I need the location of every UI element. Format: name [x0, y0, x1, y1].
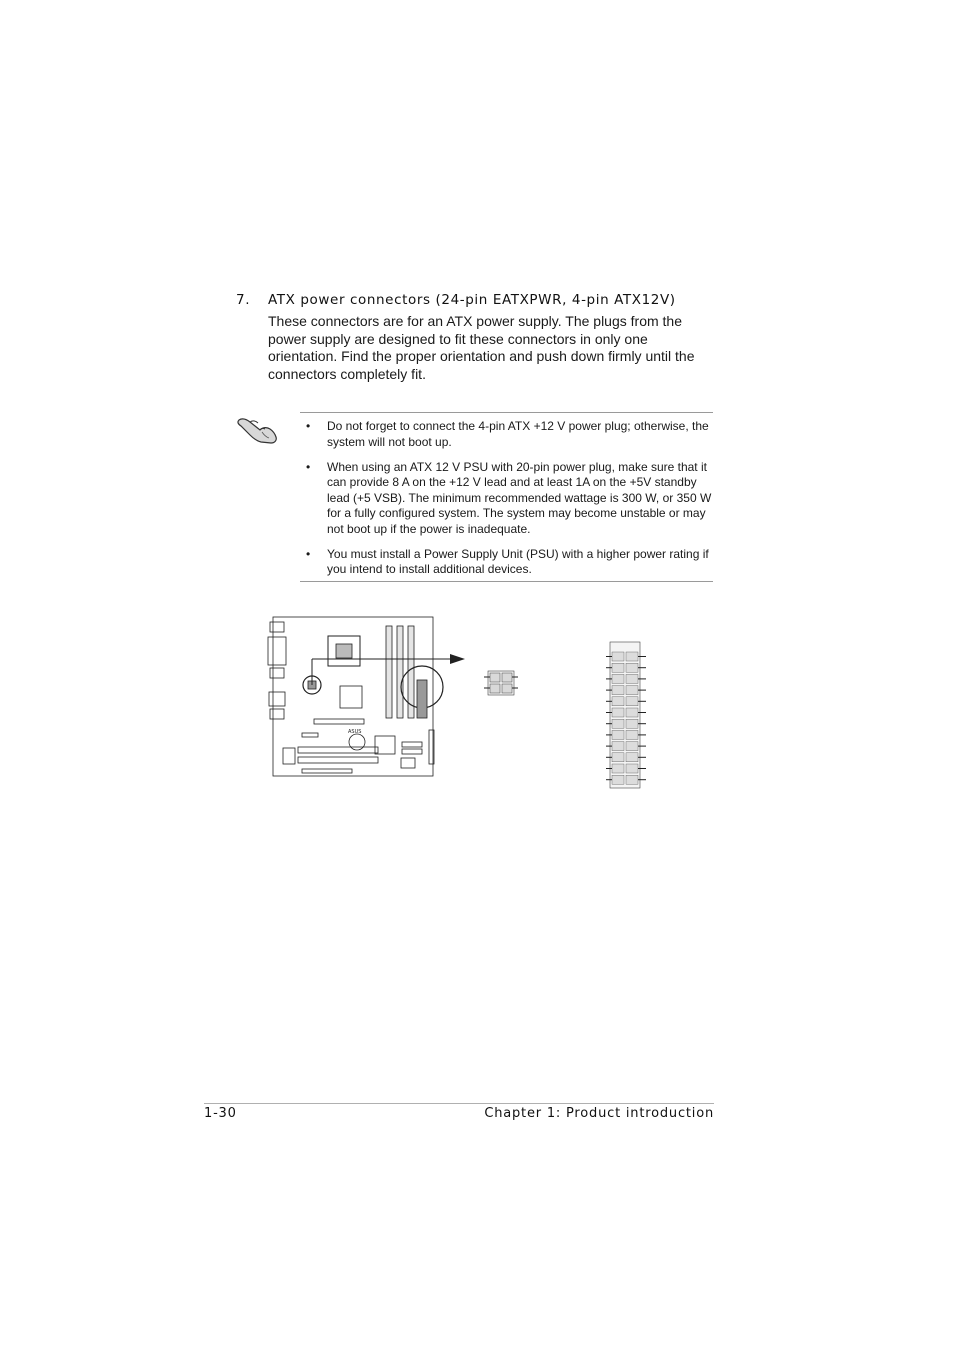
pin [626, 742, 638, 751]
section-number: 7. [236, 292, 251, 308]
pin [612, 686, 624, 695]
pin [626, 674, 638, 683]
pin [626, 708, 638, 717]
pin [612, 674, 624, 683]
section-body: These connectors are for an ATX power supply. The plugs from the power supply are designed to fit these connectors in only one orientation. Find the proper orientation and push down firmly until the connectors completely fit. [268, 313, 695, 382]
pin [626, 719, 638, 728]
pin [612, 753, 624, 762]
hand-pointing-icon [236, 410, 280, 446]
bullet: • [306, 419, 311, 433]
note-list [300, 419, 713, 587]
board-logo: ASUS [348, 729, 362, 735]
note-item: • Do not forget to connect the 4-pin ATX +12 V power plug; otherwise, the system will not boot up. [306, 419, 709, 449]
pin [612, 764, 624, 773]
atx12v-connector [484, 671, 518, 695]
power-connector-figure [266, 612, 686, 792]
section-heading [236, 292, 736, 308]
pin [626, 764, 638, 773]
pin [612, 652, 624, 661]
pin [626, 663, 638, 672]
footer-rule [204, 1103, 714, 1104]
pin [626, 775, 638, 784]
pin [612, 719, 624, 728]
pin [626, 730, 638, 739]
pin [626, 697, 638, 706]
pin [612, 697, 624, 706]
pin [612, 730, 624, 739]
pin [612, 708, 624, 717]
pin [612, 742, 624, 751]
pin [626, 753, 638, 762]
pin [612, 775, 624, 784]
eatxpwr-connector [606, 642, 646, 788]
note-item: • When using an ATX 12 V PSU with 20-pin power plug, make sure that it can provide 8 A on the +12 V lead and at least 1A on the +5V standby lead (+5 VSB). The minimum recommended wattage is 300 W, or 350 W for a fully configured system. The system may become unstable or may not boot up if the power is inadequate. [306, 459, 712, 536]
section-title: ATX power connectors (24-pin EATXPWR, 4-pin ATX12V) [268, 292, 676, 308]
note-box [300, 412, 713, 582]
note-item: • You must install a Power Supply Unit (PSU) with a higher power rating if you intend to install additional devices. [306, 546, 709, 576]
pin [626, 686, 638, 695]
page-number: 1-30 [204, 1106, 237, 1121]
pin [626, 652, 638, 661]
bullet: • [306, 459, 311, 474]
bullet: • [306, 546, 311, 561]
chapter-title: Chapter 1: Product introduction [484, 1106, 714, 1121]
motherboard-diagram [268, 617, 443, 776]
pin [612, 663, 624, 672]
